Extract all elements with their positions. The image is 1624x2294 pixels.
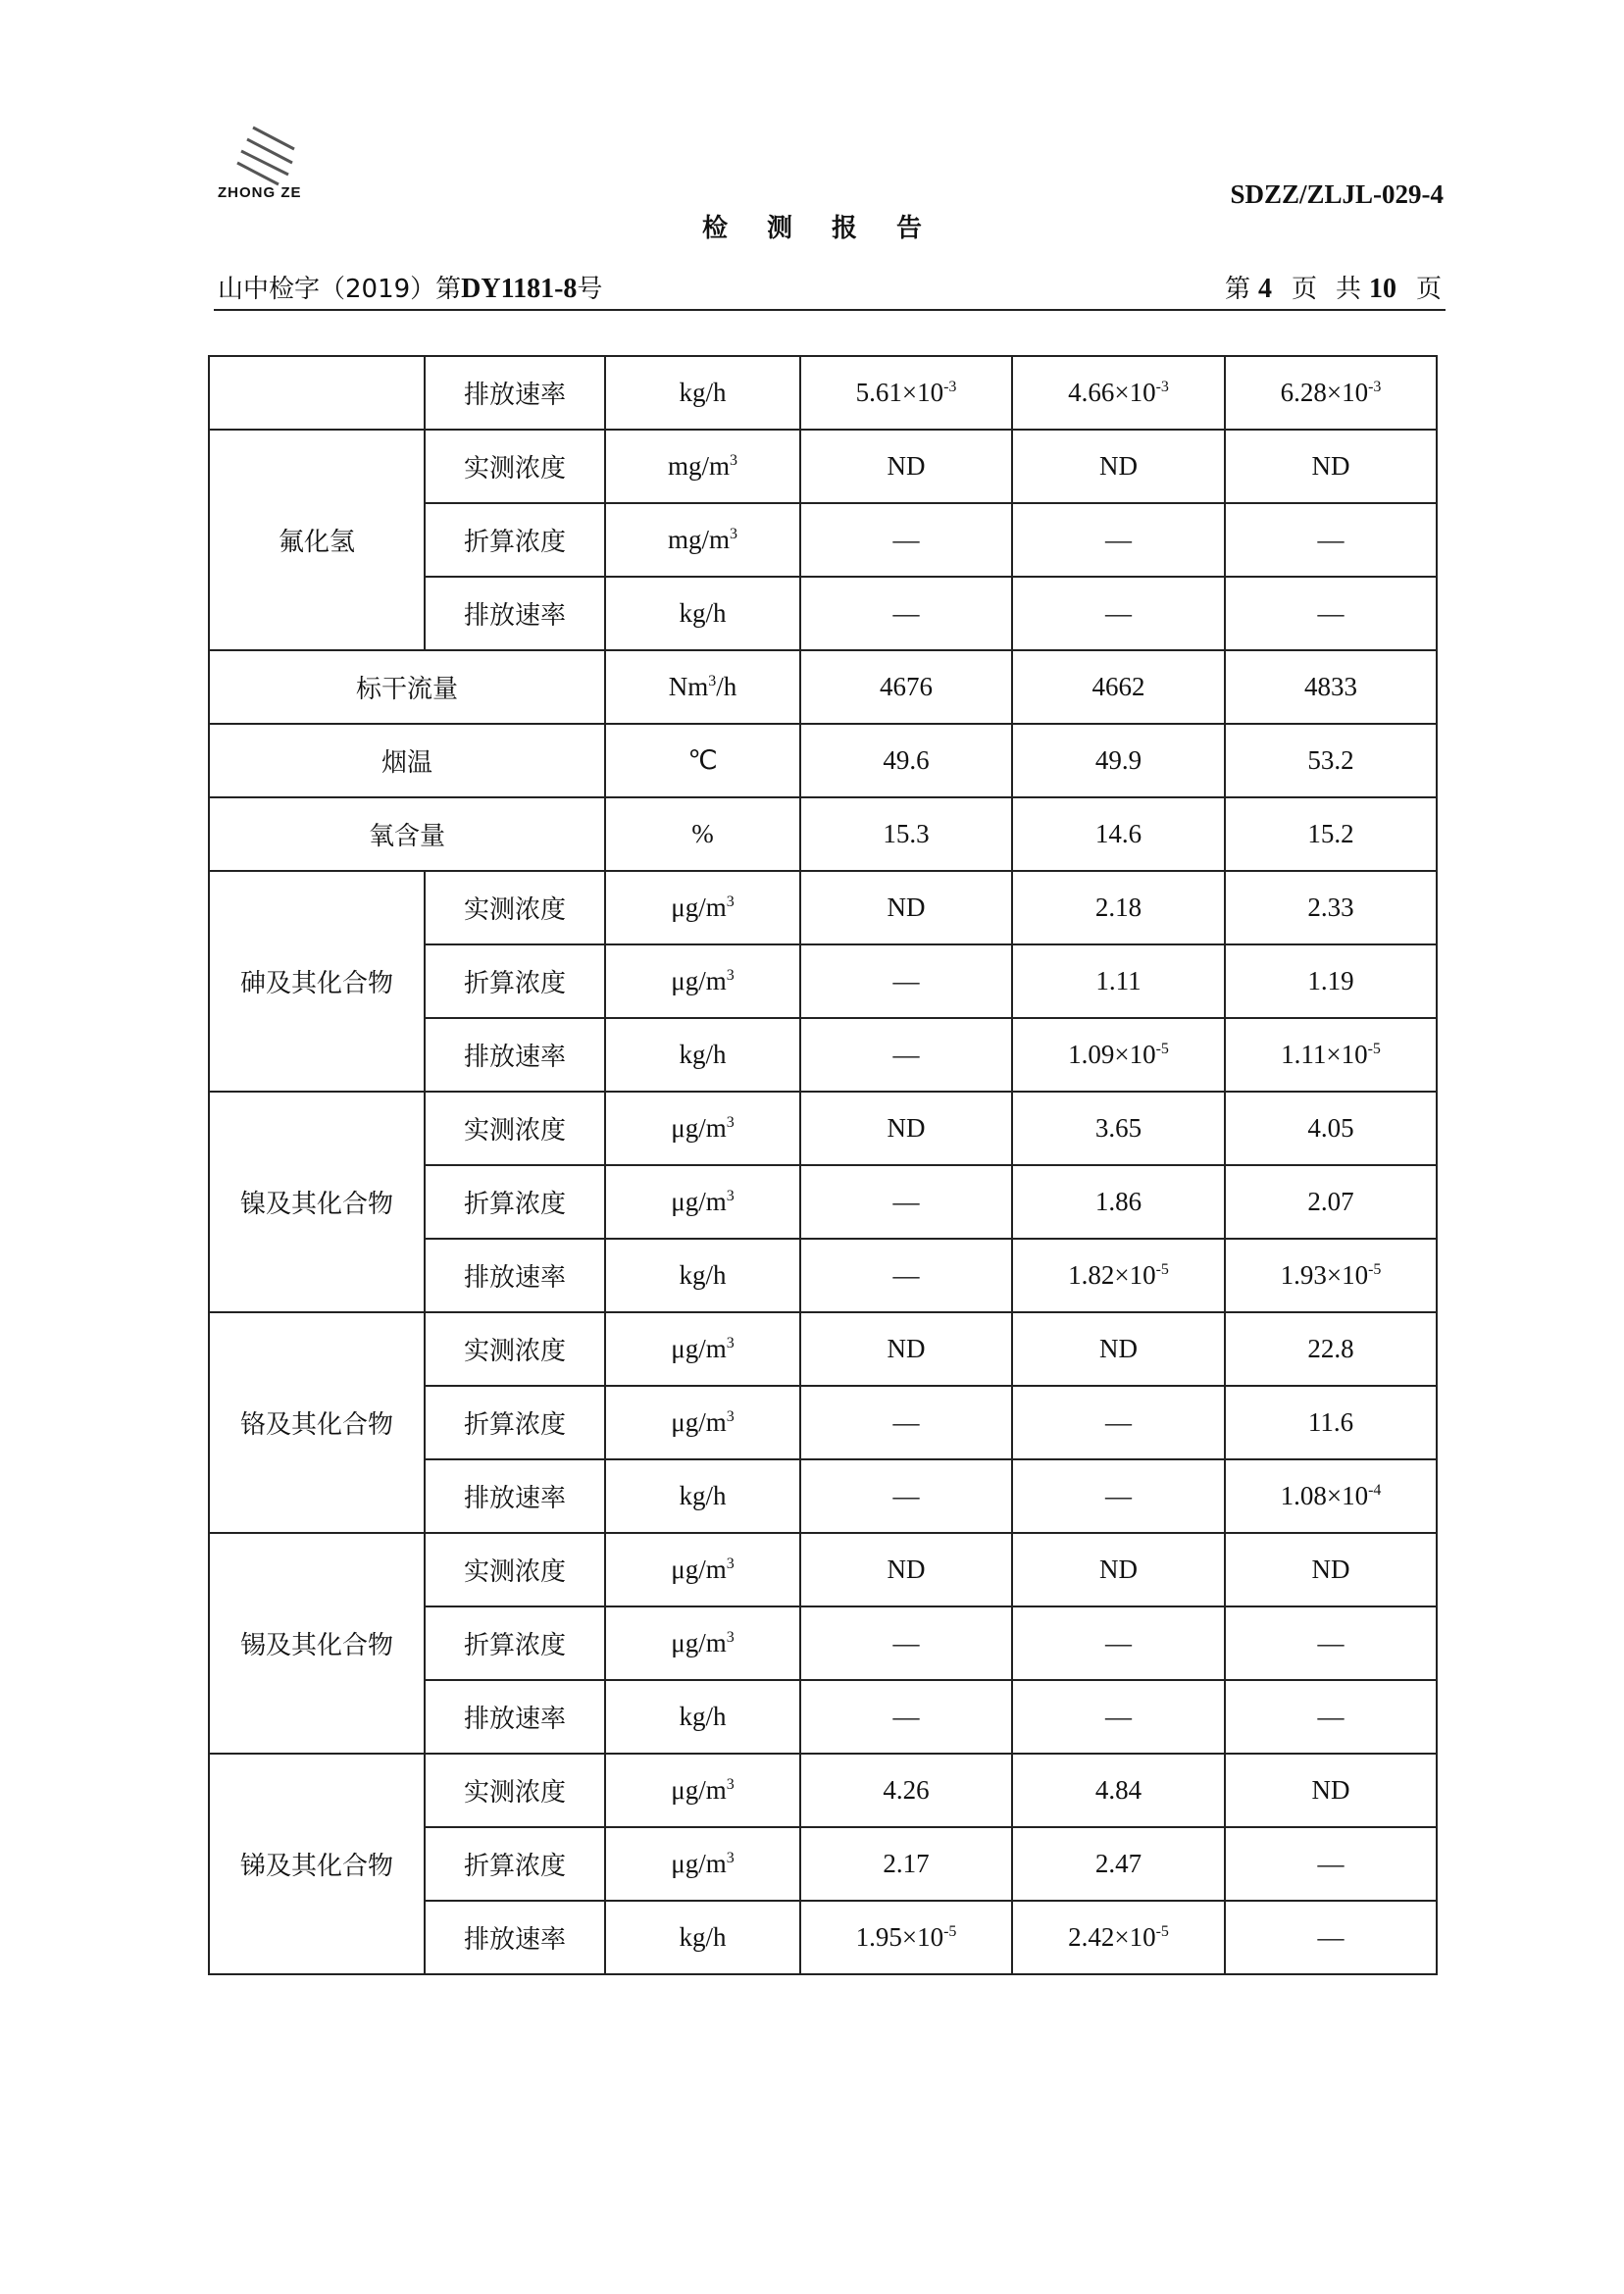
unit-cell: kg/h xyxy=(605,577,800,650)
page-indicator: 第 4 页 共 10 页 xyxy=(1224,274,1442,304)
value-cell: ND xyxy=(800,1312,1012,1386)
param-cell: 折算浓度 xyxy=(425,1827,605,1901)
unit-cell: $\mu g/m^3$ xyxy=(605,1165,800,1239)
param-cell: 排放速率 xyxy=(425,1680,605,1754)
value-cell: $1.95\times 10^{-5}$ xyxy=(800,1901,1012,1974)
param-cell: 实测浓度 xyxy=(425,1533,605,1606)
value-cell: $5.61\times 10^{-3}$ xyxy=(800,356,1012,430)
value-cell: 4662 xyxy=(1012,650,1225,724)
value-cell: 4.26 xyxy=(800,1754,1012,1827)
group-cell: 锑及其化合物 xyxy=(209,1754,425,1974)
table-row xyxy=(209,724,1437,797)
value-cell: 2.47 xyxy=(1012,1827,1225,1901)
value-cell: — xyxy=(1012,1459,1225,1533)
value-cell: ND xyxy=(1012,430,1225,503)
table-row xyxy=(209,1312,1437,1386)
logo-text: ZHONG ZE xyxy=(218,184,302,201)
unit-cell: $\mu g/m^3$ xyxy=(605,1092,800,1165)
value-cell: 2.18 xyxy=(1012,871,1225,944)
value-cell: 4.84 xyxy=(1012,1754,1225,1827)
value-cell: $1.82\times 10^{-5}$ xyxy=(1012,1239,1225,1312)
param-cell: 折算浓度 xyxy=(425,944,605,1018)
value-cell: 4833 xyxy=(1225,650,1437,724)
value-cell: — xyxy=(1012,577,1225,650)
value-cell: $2.42\times 10^{-5}$ xyxy=(1012,1901,1225,1974)
value-cell: — xyxy=(1012,1606,1225,1680)
report-subheader xyxy=(214,270,1446,311)
value-cell: ND xyxy=(800,430,1012,503)
param-cell: 实测浓度 xyxy=(425,871,605,944)
unit-cell: kg/h xyxy=(605,356,800,430)
value-cell: 15.3 xyxy=(800,797,1012,871)
unit-cell: $\mu g/m^3$ xyxy=(605,1533,800,1606)
param-cell: 排放速率 xyxy=(425,1459,605,1533)
value-cell: — xyxy=(800,1606,1012,1680)
unit-cell: ℃ xyxy=(605,724,800,797)
param-cell: 折算浓度 xyxy=(425,1386,605,1459)
param-cell: 折算浓度 xyxy=(425,503,605,577)
label-cell: 烟温 xyxy=(209,724,605,797)
value-cell: 49.6 xyxy=(800,724,1012,797)
unit-cell: kg/h xyxy=(605,1239,800,1312)
value-cell: — xyxy=(1225,577,1437,650)
value-cell: ND xyxy=(1225,1754,1437,1827)
param-cell: 实测浓度 xyxy=(425,1092,605,1165)
value-cell: — xyxy=(800,1386,1012,1459)
unit-cell: % xyxy=(605,797,800,871)
value-cell: ND xyxy=(1225,1533,1437,1606)
unit-cell: $\mu g/m^3$ xyxy=(605,1312,800,1386)
report-title: 检测报告 xyxy=(701,214,961,243)
table-row xyxy=(209,1754,1437,1827)
results-table xyxy=(208,355,1438,1975)
value-cell: — xyxy=(800,577,1012,650)
value-cell: — xyxy=(1225,1827,1437,1901)
unit-cell: $mg/m^3$ xyxy=(605,430,800,503)
param-cell: 实测浓度 xyxy=(425,430,605,503)
value-cell: ND xyxy=(800,1533,1012,1606)
value-cell: $1.93\times 10^{-5}$ xyxy=(1225,1239,1437,1312)
table-row xyxy=(209,871,1437,944)
param-cell: 排放速率 xyxy=(425,577,605,650)
value-cell: 2.33 xyxy=(1225,871,1437,944)
value-cell: — xyxy=(1225,1606,1437,1680)
value-cell: $1.08\times 10^{-4}$ xyxy=(1225,1459,1437,1533)
value-cell: ND xyxy=(800,871,1012,944)
value-cell: — xyxy=(800,1165,1012,1239)
value-cell: 2.07 xyxy=(1225,1165,1437,1239)
table-row xyxy=(209,430,1437,503)
value-cell: 1.19 xyxy=(1225,944,1437,1018)
value-cell: 22.8 xyxy=(1225,1312,1437,1386)
unit-cell: $mg/m^3$ xyxy=(605,503,800,577)
unit-cell: $\mu g/m^3$ xyxy=(605,871,800,944)
param-cell: 排放速率 xyxy=(425,356,605,430)
value-cell: — xyxy=(1012,503,1225,577)
table-row xyxy=(209,797,1437,871)
unit-cell: $\mu g/m^3$ xyxy=(605,1827,800,1901)
param-cell: 排放速率 xyxy=(425,1901,605,1974)
value-cell: 3.65 xyxy=(1012,1092,1225,1165)
value-cell: 4.05 xyxy=(1225,1092,1437,1165)
unit-cell: kg/h xyxy=(605,1680,800,1754)
unit-cell: $\mu g/m^3$ xyxy=(605,1386,800,1459)
value-cell: — xyxy=(800,1018,1012,1092)
param-cell: 折算浓度 xyxy=(425,1606,605,1680)
value-cell: $1.09\times 10^{-5}$ xyxy=(1012,1018,1225,1092)
value-cell: 4676 xyxy=(800,650,1012,724)
label-cell: 标干流量 xyxy=(209,650,605,724)
group-cell: 锡及其化合物 xyxy=(209,1533,425,1754)
value-cell: — xyxy=(800,944,1012,1018)
value-cell: — xyxy=(800,1459,1012,1533)
param-cell: 排放速率 xyxy=(425,1239,605,1312)
group-cell xyxy=(209,356,425,430)
value-cell: 14.6 xyxy=(1012,797,1225,871)
value-cell: $6.28\times 10^{-3}$ xyxy=(1225,356,1437,430)
param-cell: 实测浓度 xyxy=(425,1754,605,1827)
value-cell: ND xyxy=(800,1092,1012,1165)
value-cell: — xyxy=(800,1680,1012,1754)
param-cell: 折算浓度 xyxy=(425,1165,605,1239)
unit-cell: $\mu g/m^3$ xyxy=(605,1754,800,1827)
value-cell: 1.86 xyxy=(1012,1165,1225,1239)
value-cell: 15.2 xyxy=(1225,797,1437,871)
value-cell: 53.2 xyxy=(1225,724,1437,797)
unit-cell: Nm$^3$/h xyxy=(605,650,800,724)
group-cell: 氟化氢 xyxy=(209,430,425,650)
value-cell: — xyxy=(1225,1901,1437,1974)
value-cell: — xyxy=(800,503,1012,577)
group-cell: 砷及其化合物 xyxy=(209,871,425,1092)
value-cell: ND xyxy=(1225,430,1437,503)
group-cell: 铬及其化合物 xyxy=(209,1312,425,1533)
unit-cell: kg/h xyxy=(605,1901,800,1974)
value-cell: 2.17 xyxy=(800,1827,1012,1901)
unit-cell: $\mu g/m^3$ xyxy=(605,944,800,1018)
document-code: SDZZ/ZLJL-029-4 xyxy=(1230,179,1444,209)
report-number: 山中检字（2019）第DY1181-8号 xyxy=(218,274,603,304)
value-cell: 11.6 xyxy=(1225,1386,1437,1459)
value-cell: ND xyxy=(1012,1312,1225,1386)
value-cell: 49.9 xyxy=(1012,724,1225,797)
value-cell: — xyxy=(1012,1680,1225,1754)
table-row xyxy=(209,650,1437,724)
value-cell: 1.11 xyxy=(1012,944,1225,1018)
label-cell: 氧含量 xyxy=(209,797,605,871)
value-cell: ND xyxy=(1012,1533,1225,1606)
value-cell: $1.11\times 10^{-5}$ xyxy=(1225,1018,1437,1092)
param-cell: 实测浓度 xyxy=(425,1312,605,1386)
value-cell: — xyxy=(1225,503,1437,577)
unit-cell: kg/h xyxy=(605,1459,800,1533)
unit-cell: kg/h xyxy=(605,1018,800,1092)
value-cell: $4.66\times 10^{-3}$ xyxy=(1012,356,1225,430)
value-cell: — xyxy=(800,1239,1012,1312)
group-cell: 镍及其化合物 xyxy=(209,1092,425,1312)
table-row xyxy=(209,1092,1437,1165)
unit-cell: $\mu g/m^3$ xyxy=(605,1606,800,1680)
param-cell: 排放速率 xyxy=(425,1018,605,1092)
table-row xyxy=(209,1533,1437,1606)
value-cell: — xyxy=(1012,1386,1225,1459)
table-row xyxy=(209,356,1437,430)
value-cell: — xyxy=(1225,1680,1437,1754)
